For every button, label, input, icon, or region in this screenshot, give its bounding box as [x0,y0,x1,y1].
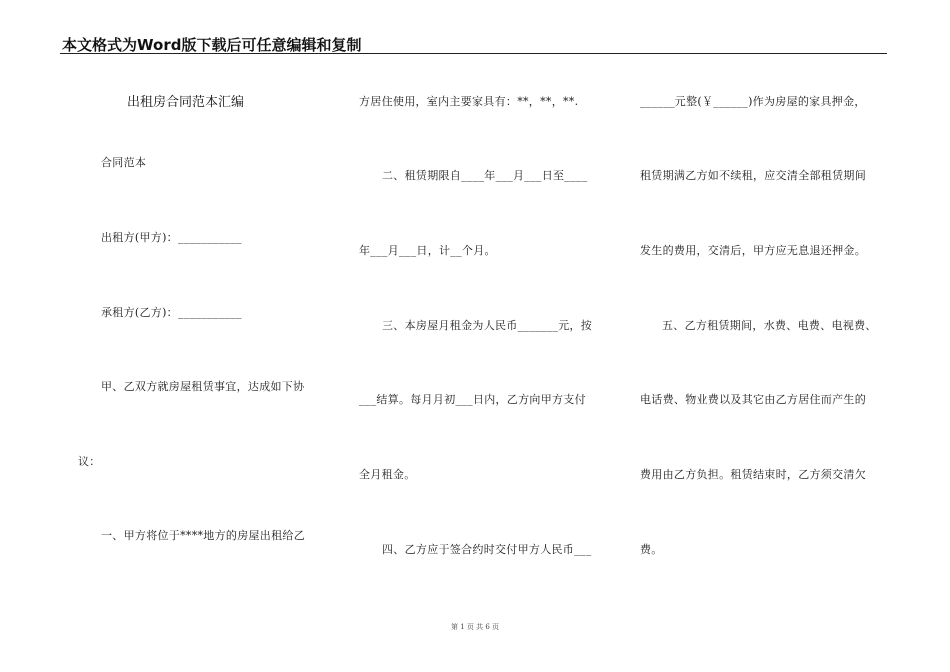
col1-line-6: 一、甲方将位于****地方的房屋出租给乙 [101,529,305,542]
col3-line-3: 发生的费用，交清后，甲方应无息退还押金。 [640,244,866,257]
col3-line-1: ______元整(￥______)作为房屋的家具押金， [640,95,866,108]
col3-line-4: 五、乙方租赁期间，水费、电费、电视费、 [662,319,877,332]
col2-line-3: 年___月___日，计__个月。 [359,244,496,257]
col3-line-6: 费用由乙方负担。租赁结束时，乙方须交清欠 [640,468,866,481]
col3-line-7: 费。 [640,543,663,556]
page-number: 第 1 页 共 6 页 [450,623,500,631]
col1-line-3: 承租方(乙方)：___________ [101,306,242,319]
col1-line-1: 合同范本 [101,156,147,169]
header-title: 本文格式为Word版下载后可任意编辑和复制 [62,36,362,54]
col2-line-5: ___结算。每月月初___日内，乙方向甲方支付 [359,393,586,406]
col2-line-4: 三、本房屋月租金为人民币_______元，按 [382,319,593,332]
col2-line-7: 四、乙方应于签合约时交付甲方人民币___ [382,543,592,556]
col3-line-2: 租赁期满乙方如不续租，应交清全部租赁期间 [640,169,866,182]
col1-line-4: 甲、乙双方就房屋租赁事宜，达成如下协 [101,380,305,393]
col2-line-1: 方居住使用，室内主要家具有：**，**，**. [359,95,579,108]
col3-line-5: 电话费、物业费以及其它由乙方居住而产生的 [640,393,866,406]
document-title: 出租房合同范本汇编 [127,95,245,110]
col1-line-5: 议： [78,455,101,468]
col2-line-2: 二、租赁期限自____年___月___日至____ [382,169,588,182]
header-divider [60,53,887,54]
col2-line-6: 全月租金。 [359,468,416,481]
col1-line-2: 出租方(甲方)：___________ [101,231,242,244]
